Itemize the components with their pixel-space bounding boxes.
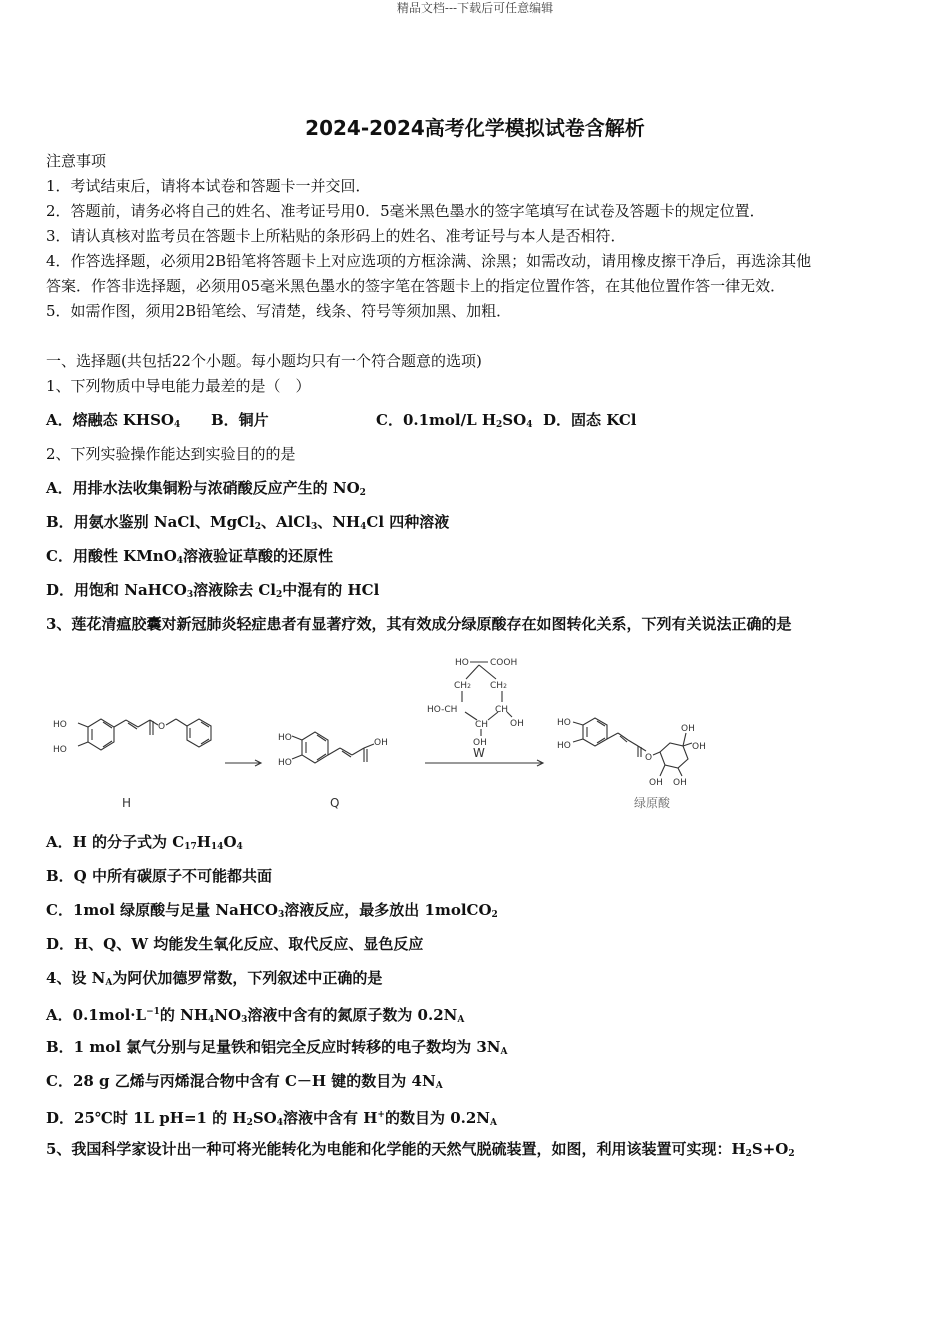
option-b: B．铜片: [211, 411, 269, 429]
h-ester-oxygen: O: [158, 722, 166, 732]
notice-item: 5．如需作图，须用2B铅笔绘、写清楚，线条、符号等须加黑、加粗．: [46, 302, 512, 320]
q-ho-bottom: HO: [278, 758, 292, 768]
notice-item: 1．考试结束后，请将本试卷和答题卡一并交回．: [46, 177, 371, 195]
option-d: D．25℃时 1L pH=1 的 $H_2SO_4$溶液中含有 H+的数目为 $0.2N_A$: [46, 1109, 497, 1128]
w-ch2-left: CH2: [454, 681, 471, 691]
cga-ho-top: HO: [557, 718, 571, 728]
w-oh-right: OH: [510, 719, 524, 729]
w-label: W: [473, 746, 485, 760]
page-title: 2024-2024高考化学模拟试卷含解析: [305, 116, 645, 140]
option-b: B．1 mol 氯气分别与足量铁和铝完全反应时转移的电子数均为 $3N_A$: [46, 1038, 508, 1057]
cga-oh-acid: OH: [692, 742, 706, 752]
question-2-stem: 2、下列实验操作能达到实验目的的是: [46, 445, 296, 463]
q-label: Q: [330, 796, 340, 810]
w-ch-right: CH: [495, 705, 509, 715]
option-d: D．固态 KCl: [543, 411, 637, 429]
h-ho-top: HO: [53, 720, 67, 730]
molecule-w: [427, 658, 524, 760]
option-c: C．28 g 乙烯与丙烯混合物中含有 C－H 键的数目为 $4N_A$: [46, 1072, 443, 1091]
option-c: C．0.1mol/L $H_2SO_4$: [376, 411, 533, 430]
molecule-h: [53, 719, 211, 810]
cga-oh-top: OH: [681, 724, 695, 734]
option-c: C．用酸性 KMnO$_4$溶液验证草酸的还原性: [46, 547, 334, 566]
option-a: A．熔融态 $KHSO_4$: [46, 411, 181, 430]
w-oh-bottom: OH: [473, 738, 487, 748]
cga-oh-right: OH: [673, 778, 687, 788]
option-a: A．H 的分子式为 $C_{17}H_{14}O_4$: [46, 833, 243, 852]
section-heading: 一、选择题(共包括22个小题。每小题均只有一个符合题意的选项): [46, 352, 482, 370]
option-c: C．1mol 绿原酸与足量 NaHCO$_3$溶液反应，最多放出 1molCO$_2$: [46, 901, 498, 920]
page-header: 精品文档---下载后可任意编辑: [396, 1, 554, 15]
h-label: H: [122, 796, 132, 810]
question-3-stem: 3、莲花清瘟胶囊对新冠肺炎轻症患者有显著疗效，其有效成分绿原酸存在如图转化关系，下列有关说法正确的是: [46, 615, 792, 633]
cga-label: 绿原酸: [634, 796, 671, 810]
molecule-chlorogenic-acid: [557, 718, 706, 810]
notice-heading: 注意事项: [46, 152, 107, 170]
w-ch-bottom: CH: [475, 720, 489, 730]
w-ho: HO: [455, 658, 469, 668]
option-d: D．H、Q、W 均能发生氧化反应、取代反应、显色反应: [46, 935, 424, 953]
q-oh: OH: [374, 738, 388, 748]
cga-ester-oxygen: O: [645, 753, 653, 763]
question-1-stem: 1、下列物质中导电能力最差的是（ ）: [46, 377, 311, 395]
notice-item: 2．答题前，请务必将自己的姓名、准考证号用0．5毫米黑色墨水的签字笔填写在试卷及答题卡的规定位置．: [46, 202, 765, 220]
cga-oh-left: OH: [649, 778, 663, 788]
option-a: A．用排水法收集铜粉与浓硝酸反应产生的 $NO_2$: [46, 479, 366, 498]
w-ch2-right: CH2: [490, 681, 507, 691]
option-a: A．$0.1mol\cdot L^{-1}$的 $NH_4NO_3$溶液中含有的氮原子数为 $0.2N_A$: [46, 1006, 465, 1025]
option-b: B．Q 中所有碳原子不可能都共面: [46, 867, 272, 885]
notice-item: 4．作答选择题，必须用2B铅笔将答题卡上对应选项的方框涂满、涂黑；如需改动，请用橡皮擦干净后，再选涂其他: [46, 252, 812, 270]
w-cooh: COOH: [490, 658, 518, 668]
reaction-scheme-figure: [40, 645, 740, 820]
option-b: B．用氨水鉴别 NaCl、MgCl$_2$、AlCl$_3$、$NH_4Cl$ 四种溶液: [46, 513, 450, 532]
notice-item: 答案．作答非选择题，必须用05毫米黑色墨水的签字笔在答题卡上的指定位置作答，在其他位置作答一律无效．: [46, 277, 786, 295]
cga-ho-bottom: HO: [557, 741, 571, 751]
h-ho-bottom: HO: [53, 745, 67, 755]
q-ho-top: HO: [278, 733, 292, 743]
notice-item: 3．请认真核对监考员在答题卡上所粘贴的条形码上的姓名、准考证号与本人是否相符．: [46, 227, 626, 245]
molecule-q: [278, 732, 388, 810]
question-4-stem: 4、设 $N_A$为阿伏加德罗常数，下列叙述中正确的是: [46, 969, 383, 988]
question-5-stem: 5、我国科学家设计出一种可将光能转化为电能和化学能的天然气脱硫装置，如图，利用该装置可实现：$H_2S+O_2$: [46, 1140, 795, 1159]
w-ho-ch: HO-CH: [427, 705, 458, 715]
option-d: D．用饱和 NaHCO$_3$溶液除去 $Cl_2$中混有的 HCl: [46, 581, 380, 600]
